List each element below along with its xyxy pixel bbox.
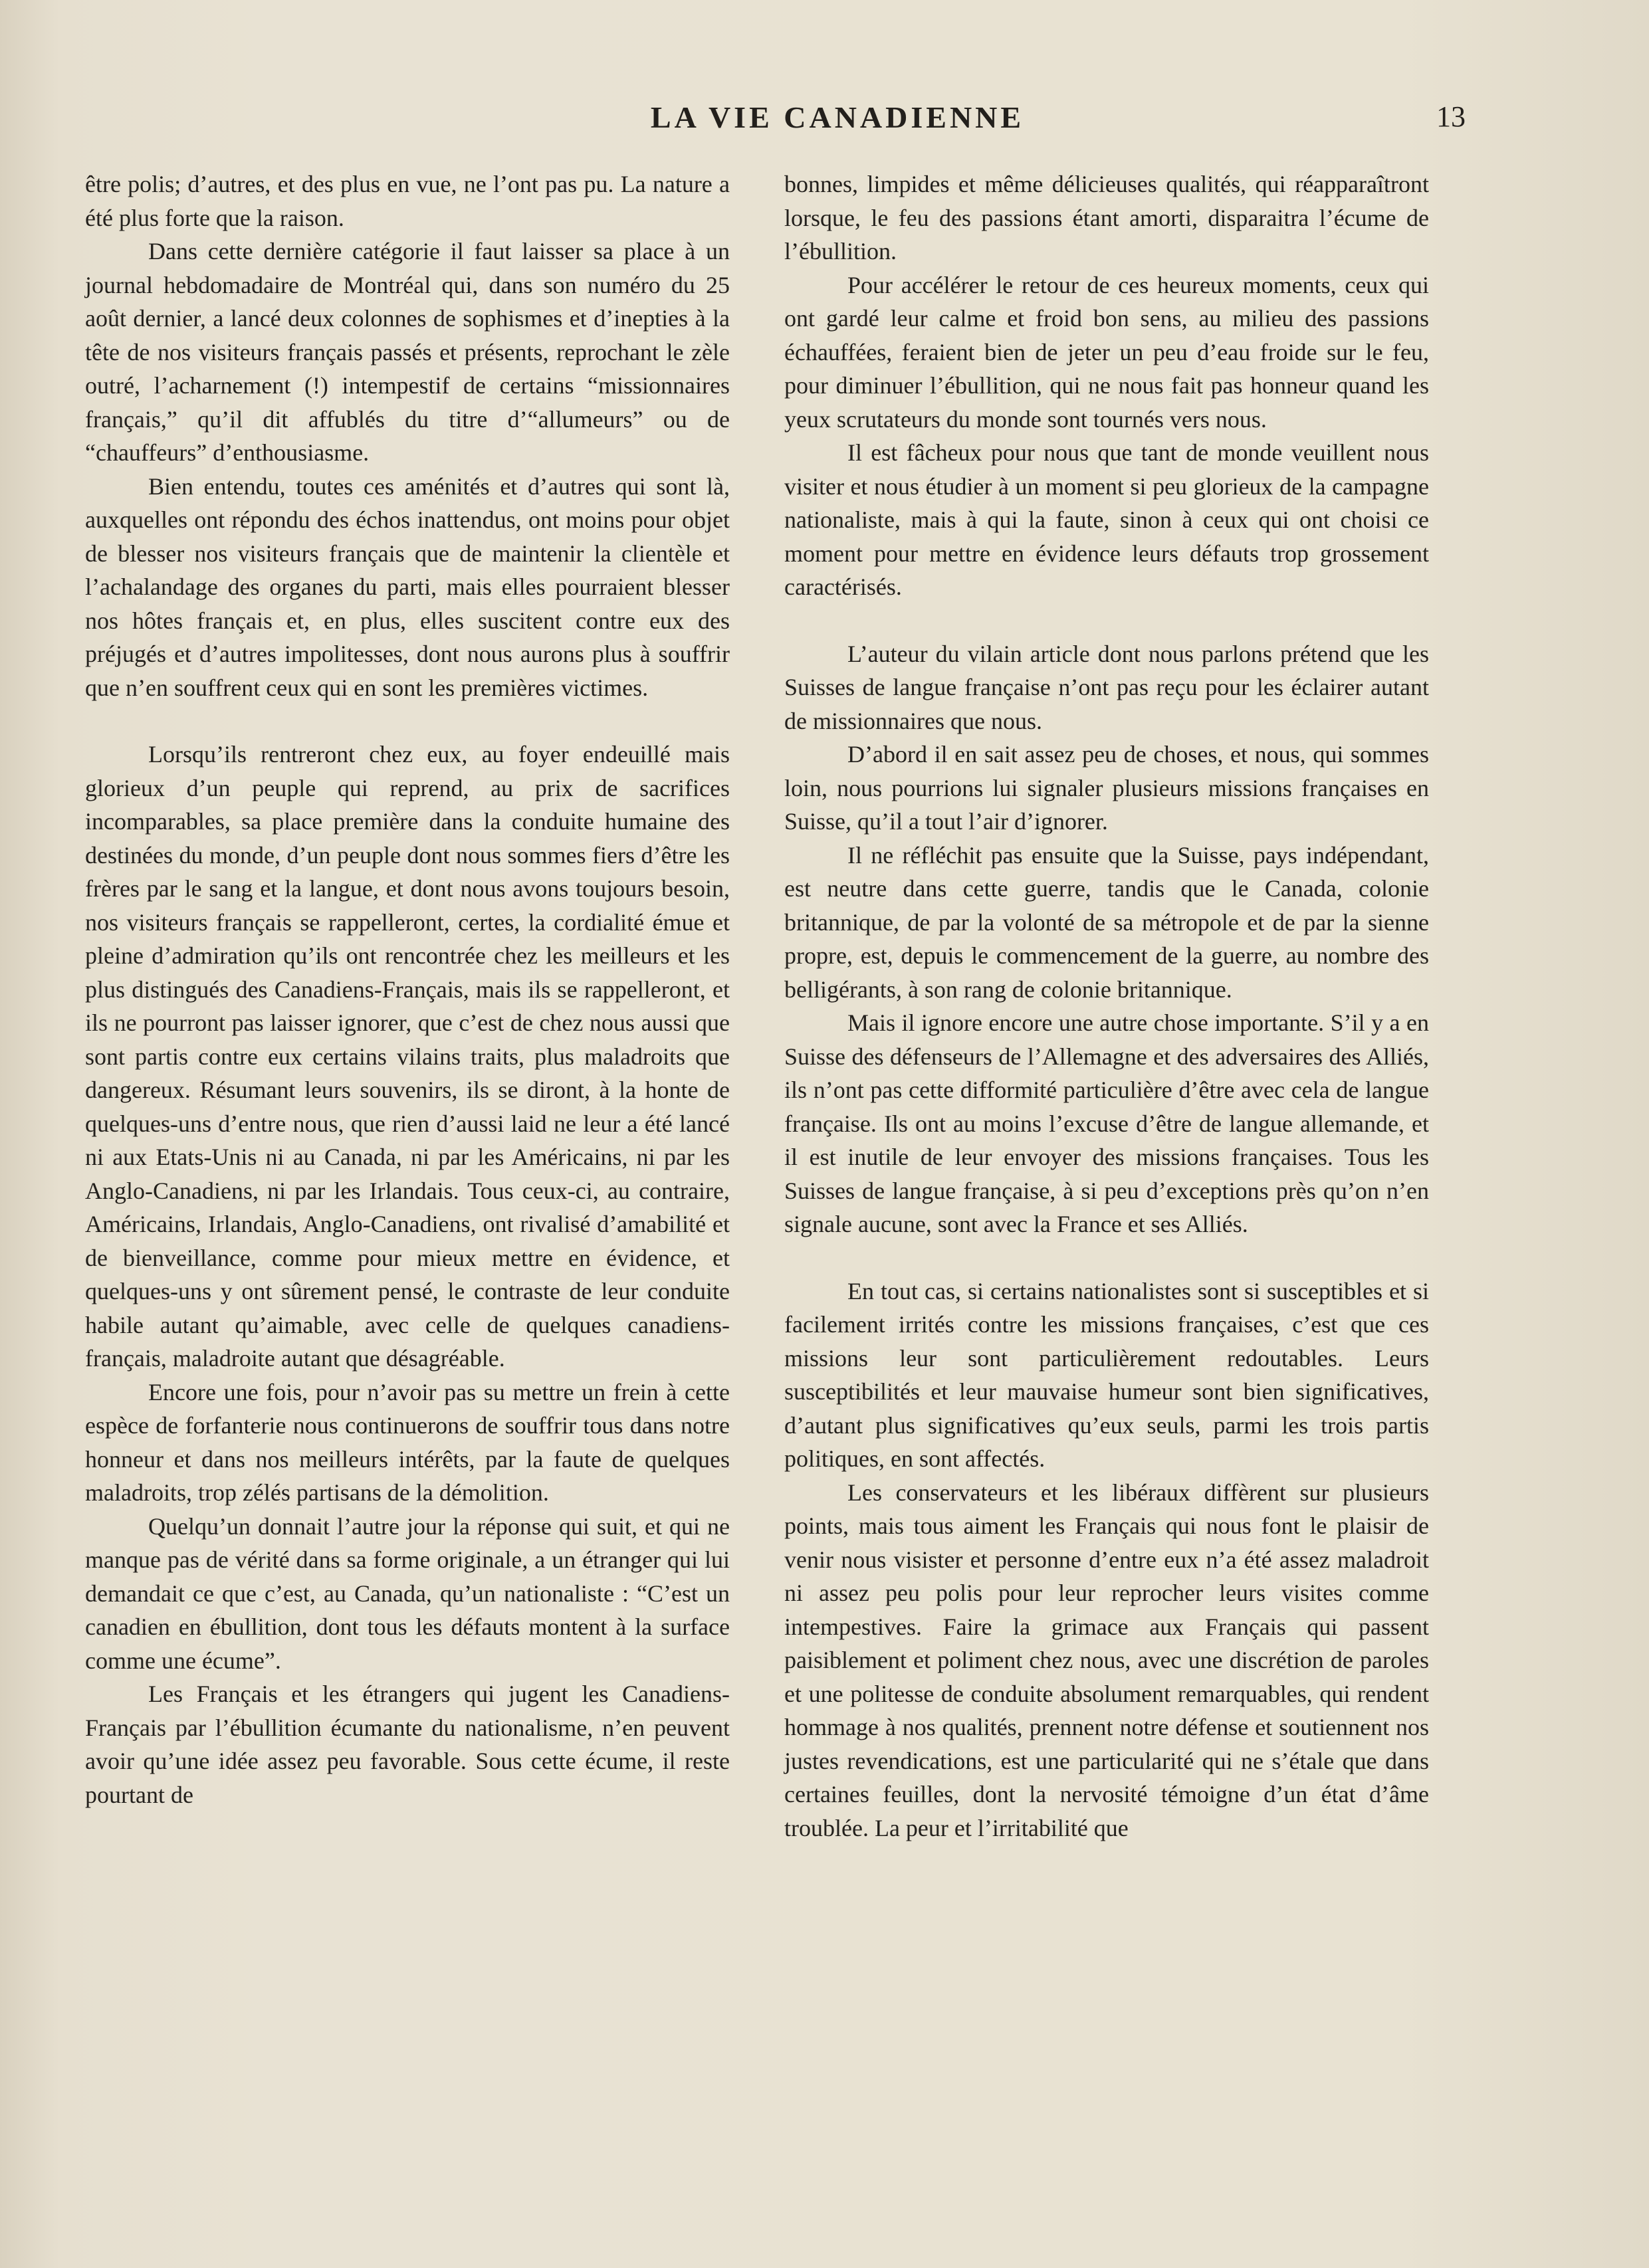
page-number: 13 xyxy=(1436,100,1466,133)
paragraph: Dans cette dernière catégorie il faut laisser sa place à un journal hebdomadaire de Montréal qui, dans son numéro du 25 août dernier, a lancé deux colonnes de sophismes et d’inepties à la tête de nos visiteurs français passés et présents, reprochant le zèle outré, l’acharnement (!) intempestif de certains “missionnaires français,” qu’il dit affublés du titre d’“allumeurs” ou de “chauffeurs” d’enthousiasme. xyxy=(85,238,730,466)
paragraph: Encore une fois, pour n’avoir pas su mettre un frein à cette espèce de forfanterie nous continuerons de souffrir tous dans notre honneur et dans nos meilleurs intérêts, par la faute de quelques maladroits, trop zélés partisans de la démolition. xyxy=(85,1378,730,1506)
paragraph: En tout cas, si certains nationalistes sont si susceptibles et si facilement irrités contre les missions françaises, c’est que ces missions leur sont particulièrement redoutables. Leurs susceptibilités et leur mauvaise humeur sont bien significatives, d’autant plus significatives qu’eux seuls, parmi les trois partis politiques, en sont affectés. xyxy=(784,1277,1429,1472)
paragraph: D’abord il en sait assez peu de choses, et nous, qui sommes loin, nous pourrions lui signaler plusieurs missions françaises en Suisse, qu’il a tout l’air d’ignorer. xyxy=(784,741,1429,835)
page-header xyxy=(173,100,1502,146)
paragraph: Les Français et les étrangers qui jugent les Canadiens-Français par l’ébullition écumante du nationalisme, n’en peuvent avoir qu’une idée assez peu favorable. Sous cette écume, il reste pourtant de xyxy=(85,1681,730,1808)
paragraph: Quelqu’un donnait l’autre jour la réponse qui suit, et qui ne manque pas de vérité dans sa forme originale, a un étranger qui lui demandait ce que c’est, au Canada, qu’un nationaliste : “C’est un canadien en ébullition, dont tous les défauts montent à la surface comme une écume”. xyxy=(85,1512,730,1674)
paragraph: bonnes, limpides et même délicieuses qualités, qui réapparaîtront lorsque, le feu des passions étant amorti, disparaitra l’écume de l’ébullition. xyxy=(784,171,1429,264)
paragraph: L’auteur du vilain article dont nous parlons prétend que les Suisses de langue française n’ont pas reçu pour les éclairer autant de missionnaires que nous. xyxy=(784,640,1429,734)
left-column xyxy=(85,167,730,1811)
paragraph: Les conservateurs et les libéraux diffèrent sur plusieurs points, mais tous aiment les Français qui nous font le plaisir de venir nous visister et personne d’entre eux n’a été assez maladroit ni assez peu polis pour leur reprocher leurs visites comme intempestives. Faire la grimace aux Français qui passent paisiblement et poliment chez nous, avec une discrétion de paroles et une politesse de conduite absolument remarquables, qui rendent hommage à nos qualités, prennent notre défense et soutiennent nos justes revendications, est une particularité qui ne s’étale que dans certaines feuilles, dont la nervosité témoigne d’un état d’âme troublée. La peur et l’irritabilité que xyxy=(784,1479,1429,1841)
paragraph: Il ne réfléchit pas ensuite que la Suisse, pays indépendant, est neutre dans cette guerre, tandis que le Canada, colonie britannique, de par la volonté de sa métropole et de par la sienne propre, est, depuis le commencement de la guerre, au nombre des belligérants, à son rang de colonie britannique. xyxy=(784,841,1429,1003)
paragraph: Mais il ignore encore une autre chose importante. S’il y a en Suisse des défenseurs de l’Allemagne et des adversaires des Alliés, ils n’ont pas cette difformité particulière d’être avec cela de langue française. Ils ont au moins l’excuse d’être de langue allemande, et il est inutile de leur envoyer des missions françaises. Tous les Suisses de langue française, à si peu d’exceptions près qu’on n’en signale aucune, sont avec la France et ses Alliés. xyxy=(784,1009,1429,1237)
running-title: LA VIE CANADIENNE xyxy=(650,100,1025,134)
paragraph: Lorsqu’ils rentreront chez eux, au foyer endeuillé mais glorieux d’un peuple qui reprend, au prix de sacrifices incomparables, sa place première dans la conduite humaine des destinées du monde, d’un peuple dont nous sommes fiers d’être les frères par le sang et la langue, et dont nous avons toujours besoin, nos visiteurs français se rappelleront, certes, la cordialité émue et pleine d’admiration qu’ils ont rencontrée chez les meilleurs et les plus distingués des Canadiens-Français, mais ils se rappelleront, et ils ne pourront pas laisser ignorer, que c’est de chez nous aussi que sont partis contre eux certains vilains traits, plus maladroits que dangereux. Résumant leurs souvenirs, ils se diront, à la honte de quelques-uns d’entre nous, que rien d’aussi laid ne leur a été lancé ni aux Etats-Unis ni au Canada, ni par les Américains, ni par les Anglo-Canadiens, ni par les Irlandais. Tous ceux-ci, au contraire, Américains, Irlandais, Anglo-Canadiens, ont rivalisé d’amabilité et de bienveillance, comme pour mieux mettre en évidence, et quelques-uns y ont sûrement pensé, le contraste de leur conduite habile autant qu’aimable, avec celle de quelques canadiens-français, maladroite autant que désagréable. xyxy=(85,741,730,1372)
paragraph: Pour accélérer le retour de ces heureux moments, ceux qui ont gardé leur calme et froid bon sens, au milieu des passions échauffées, feraient bien de jeter un peu d’eau froide sur le feu, pour diminuer l’ébullition, qui ne nous fait pas honneur quand les yeux scrutateurs du monde sont tournés vers nous. xyxy=(784,271,1429,433)
paragraph: Il est fâcheux pour nous que tant de monde veuillent nous visiter et nous étudier à un moment si peu glorieux de la campagne nationaliste, mais à qui la faute, sinon à ceux qui ont choisi ce moment pour mettre en évidence leurs défauts trop grossement caractérisés. xyxy=(784,439,1429,600)
paragraph: être polis; d’autres, et des plus en vue, ne l’ont pas pu. La nature a été plus forte que la raison. xyxy=(85,171,730,231)
right-column xyxy=(784,167,1429,1845)
paragraph: Bien entendu, toutes ces aménités et d’autres qui sont là, auxquelles ont répondu des échos inattendus, ont moins pour objet de blesser nos visiteurs français que de maintenir la clientèle et l’achalandage des organes du parti, mais elles pourraient blesser nos hôtes français et, en plus, elles suscitent contre eux des préjugés et d’autres impolitesses, dont nous aurons plus à souffrir que n’en souffrent ceux qui en sont les premières victimes. xyxy=(85,472,730,701)
